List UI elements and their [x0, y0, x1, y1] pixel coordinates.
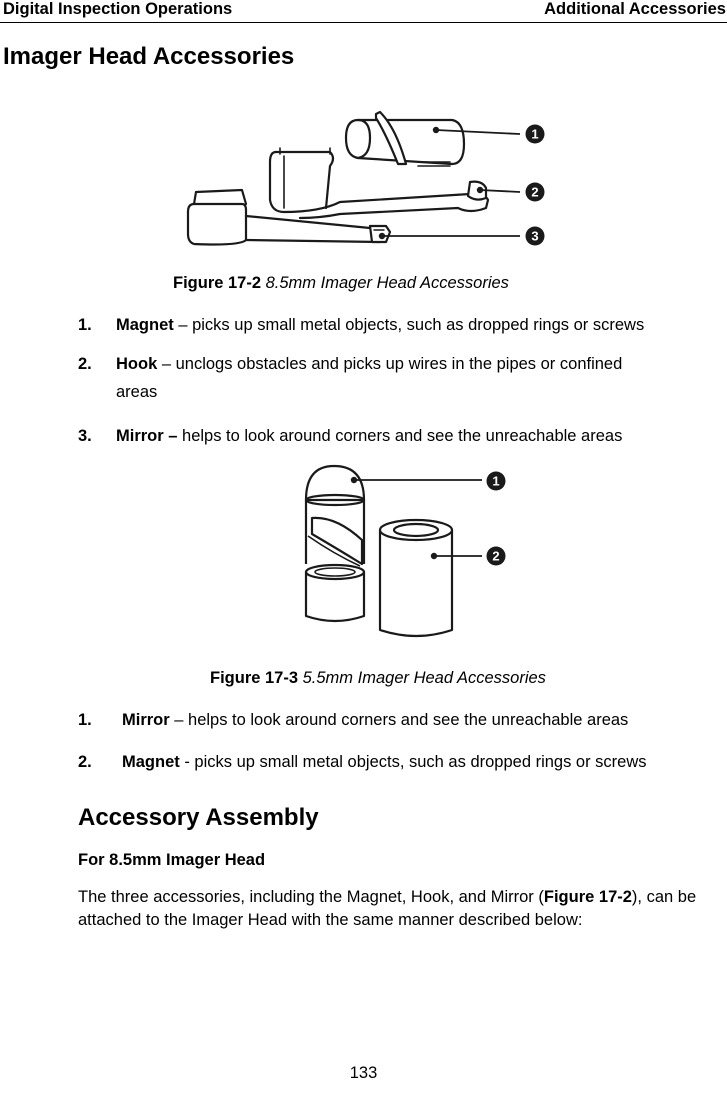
header-right-title: Additional Accessories [544, 0, 726, 18]
section-title: Imager Head Accessories [3, 43, 295, 70]
list-item [78, 752, 723, 772]
list-item [78, 354, 723, 400]
list-number: 2. [78, 753, 92, 771]
paragraph-text-continued: ), can be attached to the Imager Head with the same manner described below: [78, 888, 697, 929]
item-description: helps to look around corners and see the unreachable areas [177, 427, 623, 445]
item-name: Mirror [122, 711, 170, 729]
magnet-accessory [380, 520, 452, 636]
item-description: – picks up small metal objects, such as dropped rings or screws [173, 316, 645, 334]
list-number: 2. [78, 355, 92, 373]
assembly-title: Accessory Assembly [78, 804, 319, 831]
list-number: 3. [78, 427, 92, 445]
item-name: Hook [116, 355, 158, 373]
list-item [78, 710, 723, 730]
magnet-accessory [346, 112, 464, 166]
item-description: – unclogs obstacles and picks up wires in the pipes or confined [157, 355, 623, 373]
page-header [0, 0, 727, 23]
item-description-continued: areas [116, 383, 158, 401]
header-left-title: Digital Inspection Operations [3, 0, 233, 18]
item-description: – helps to look around corners and see the unreachable areas [169, 711, 629, 729]
caption-text: 5.5mm Imager Head Accessories [302, 669, 546, 687]
list-number: 1. [78, 316, 92, 334]
caption-label: Figure 17-3 [210, 669, 299, 687]
mirror-accessory [188, 190, 390, 245]
callout-2: 2 [492, 548, 500, 564]
callout-3: 3 [531, 228, 539, 244]
assembly-paragraph [78, 886, 723, 932]
page-number: 133 [349, 1064, 378, 1082]
paragraph-text: The three accessories, including the Magnet, Hook, and Mirror ( [78, 888, 544, 906]
figure-17-2-illustration [180, 100, 550, 252]
callout-2: 2 [531, 184, 539, 200]
callout-1: 1 [492, 473, 500, 489]
mirror-accessory [306, 466, 364, 621]
callout-1: 1 [531, 126, 539, 142]
list-number: 1. [78, 711, 92, 729]
figure-17-3-illustration [296, 460, 516, 650]
figure-17-3-caption [210, 668, 546, 688]
item-name: Mirror – [116, 427, 178, 445]
assembly-subtitle: For 8.5mm Imager Head [78, 851, 266, 869]
figure-reference: Figure 17-2 [543, 888, 632, 906]
item-name: Magnet [122, 753, 180, 771]
list-item [78, 426, 723, 446]
caption-text: 8.5mm Imager Head Accessories [265, 274, 509, 292]
caption-label: Figure 17-2 [173, 274, 262, 292]
item-name: Magnet [116, 316, 174, 334]
list-item [78, 315, 723, 335]
item-description: - picks up small metal objects, such as dropped rings or screws [179, 753, 647, 771]
figure-17-2-caption [173, 273, 509, 293]
